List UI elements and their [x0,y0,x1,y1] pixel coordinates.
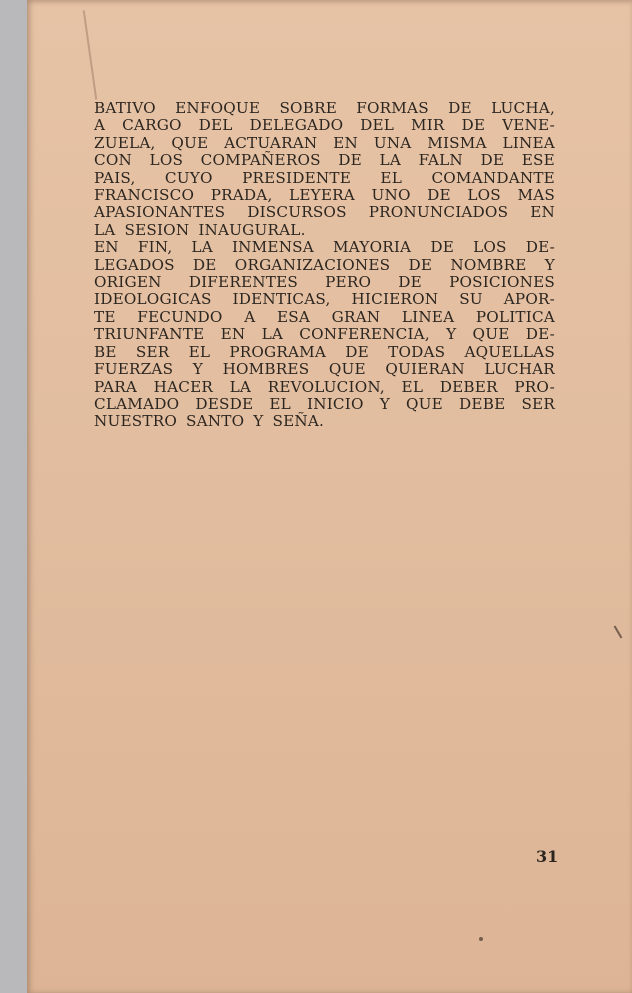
text-line: TE FECUNDO A ESA GRAN LINEA POLITICA [94,307,555,326]
text-line: PARA HACER LA REVOLUCION, EL DEBER PRO- [94,377,555,396]
text-line: APASIONANTES DISCURSOS PRONUNCIADOS EN [94,203,555,222]
text-line: ZUELA, QUE ACTUARAN EN UNA MISMA LINEA [94,133,555,152]
ink-dot [479,937,483,941]
text-line: LA SESION INAUGURAL. [94,220,306,239]
page-body-text [94,100,555,431]
text-line: CON LOS COMPAÑEROS DE LA FALN DE ESE [94,151,555,170]
text-line: EN FIN, LA INMENSA MAYORIA DE LOS DE- [94,238,555,257]
text-line: A CARGO DEL DELEGADO DEL MIR DE VENE- [94,116,555,135]
text-line: BE SER EL PROGRAMA DE TODAS AQUELLAS [94,342,555,361]
text-line: PAIS, CUYO PRESIDENTE EL COMANDANTE [94,168,555,187]
text-line: IDEOLOGICAS IDENTICAS, HICIERON SU APOR- [94,290,555,309]
text-line: CLAMADO DESDE EL INICIO Y QUE DEBE SER [94,394,555,413]
text-line: BATIVO ENFOQUE SOBRE FORMAS DE LUCHA, [94,99,555,117]
page-crease [83,10,98,99]
ink-speck [614,625,623,638]
text-line: LEGADOS DE ORGANIZACIONES DE NOMBRE Y [94,255,555,274]
text-line: NUESTRO SANTO Y SEÑA. [94,412,325,431]
text-line: FRANCISCO PRADA, LEYERA UNO DE LOS MAS [94,186,555,205]
page-number: 31 [536,847,559,866]
text-line: FUERZAS Y HOMBRES QUE QUIERAN LUCHAR [94,360,555,379]
text-line: ORIGEN DIFERENTES PERO DE POSICIONES [94,273,555,292]
text-line: TRIUNFANTE EN LA CONFERENCIA, Y QUE DE- [94,325,555,344]
